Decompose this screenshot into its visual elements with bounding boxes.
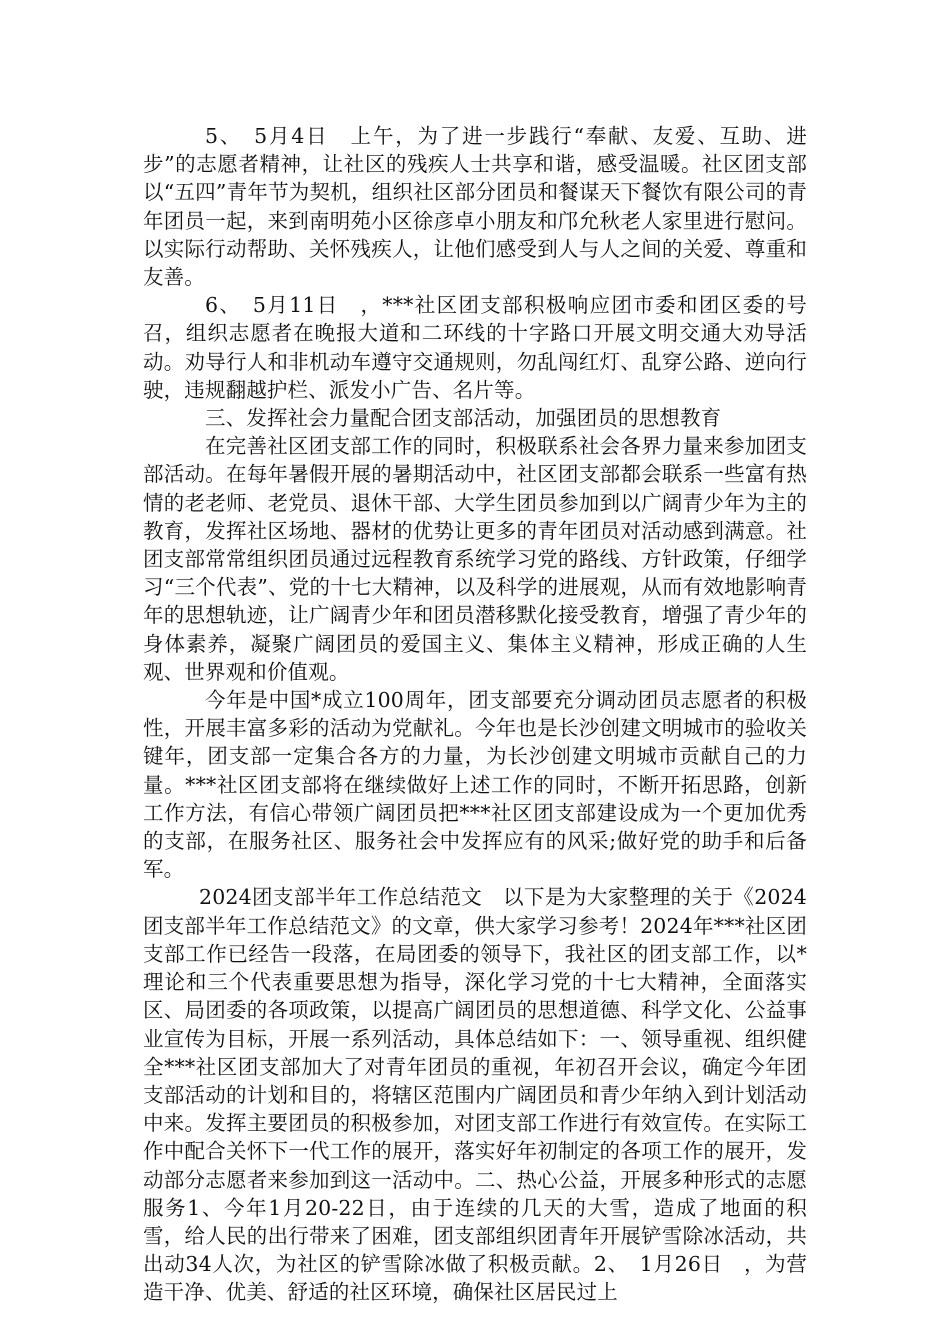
paragraph-summary-2024: 2024团支部半年工作总结范文 以下是为大家整理的关于《2024团支部半年工作总结范文》的文章，供大家学习参考！2024年***社区团支部工作已经告一段落，在局团委的领导下，我社区的团支部工作，以*理论和三个代表重要思想为指导，深化学习党的十七大精神，全面落实区、局团委的各项政策，以提高广阔团员的思想道德、科学文化、公益事业宣传为目标，开展一系列活动，具体总结如下：一、领导重视、组织健全***社区团支部加大了对青年团员的重视，年初召开会议，确定今年团支部活动的计划和目的，将辖区范围内广阔团员和青少年纳入到计划活动中来。发挥主要团员的积极参加，对团支部工作进行有效宣传。在实际工作中配合关怀下一代工作的展开，落实好年初制定的各项工作的展开，发动部分志愿者来参加到这一活动中。二、热心公益，开展多种形式的志愿服务1、今年1月20-22日，由于连续的几天的大雪，造成了地面的积雪，给人民的出行带来了困难，团支部组织团青年开展铲雪除冰活动，共出动34人次，为社区的铲雪除冰做了积极贡献。2、 1月26日 ，为营造干净、优美、舒适的社区环境，确保社区居民过上 <box>143 885 807 1305</box>
paragraph-this-year: 今年是中国*成立100周年，团支部要充分调动团员志愿者的积极性，开展丰富多彩的活动为党献礼。今年也是长沙创建文明城市的验收关键年，团支部一定集合各方的力量，为长沙创建文明城市贡献自己的力量。***社区团支部将在继续做好上述工作的同时，不断开拓思路，创新工作方法，有信心带领广阔团员把***社区团支部建设成为一个更加优秀的支部，在服务社区、服务社会中发挥应有的风采;做好党的助手和后备军。 <box>143 688 807 882</box>
paragraph-item-5: 5、 5月4日 上午，为了进一步践行“奉献、友爱、互助、进步”的志愿者精神，让社区的残疾人士共享和谐，感受温暖。社区团支部以“五四”青年节为契机，组织社区部分团员和餐谋天下餐饮有限公司的青年团员一起，来到南明苑小区徐彦卓小朋友和邝允秋老人家里进行慰问。以实际行动帮助、关怀残疾人，让他们感受到人与人之间的关爱、尊重和友善。 <box>143 124 807 290</box>
section-heading-3: 三、发挥社会力量配合团支部活动，加强团员的思想教育 <box>205 406 722 431</box>
paragraph-item-6: 6、 5月11日 ，***社区团支部积极响应团市委和团区委的号召，组织志愿者在晚报大道和二环线的十字路口开展文明交通大劝导活动。劝导行人和非机动车遵守交通规则，勿乱闯红灯、乱穿公路、逆向行驶，违规翻越护栏、派发小广告、名片等。 <box>143 293 807 402</box>
paragraph-social-forces: 在完善社区团支部工作的同时，积极联系社会各界力量来参加团支部活动。在每年暑假开展的暑期活动中，社区团支部都会联系一些富有热情的老老师、老党员、退休干部、大学生团员参加到以广阔青少年为主的教育，发挥社区场地、器材的优势让更多的青年团员对活动感到满意。社团支部常常组织团员通过远程教育系统学习党的路线、方针政策，仔细学习“三个代表”、党的十七大精神，以及科学的进展观，从而有效地影响青年的思想轨迹，让广阔青少年和团员潜移默化接受教育，增强了青少年的身体素养，凝聚广阔团员的爱国主义、集体主义精神，形成正确的人生观、世界观和价值观。 <box>143 434 807 684</box>
document-body <box>143 122 807 1307</box>
